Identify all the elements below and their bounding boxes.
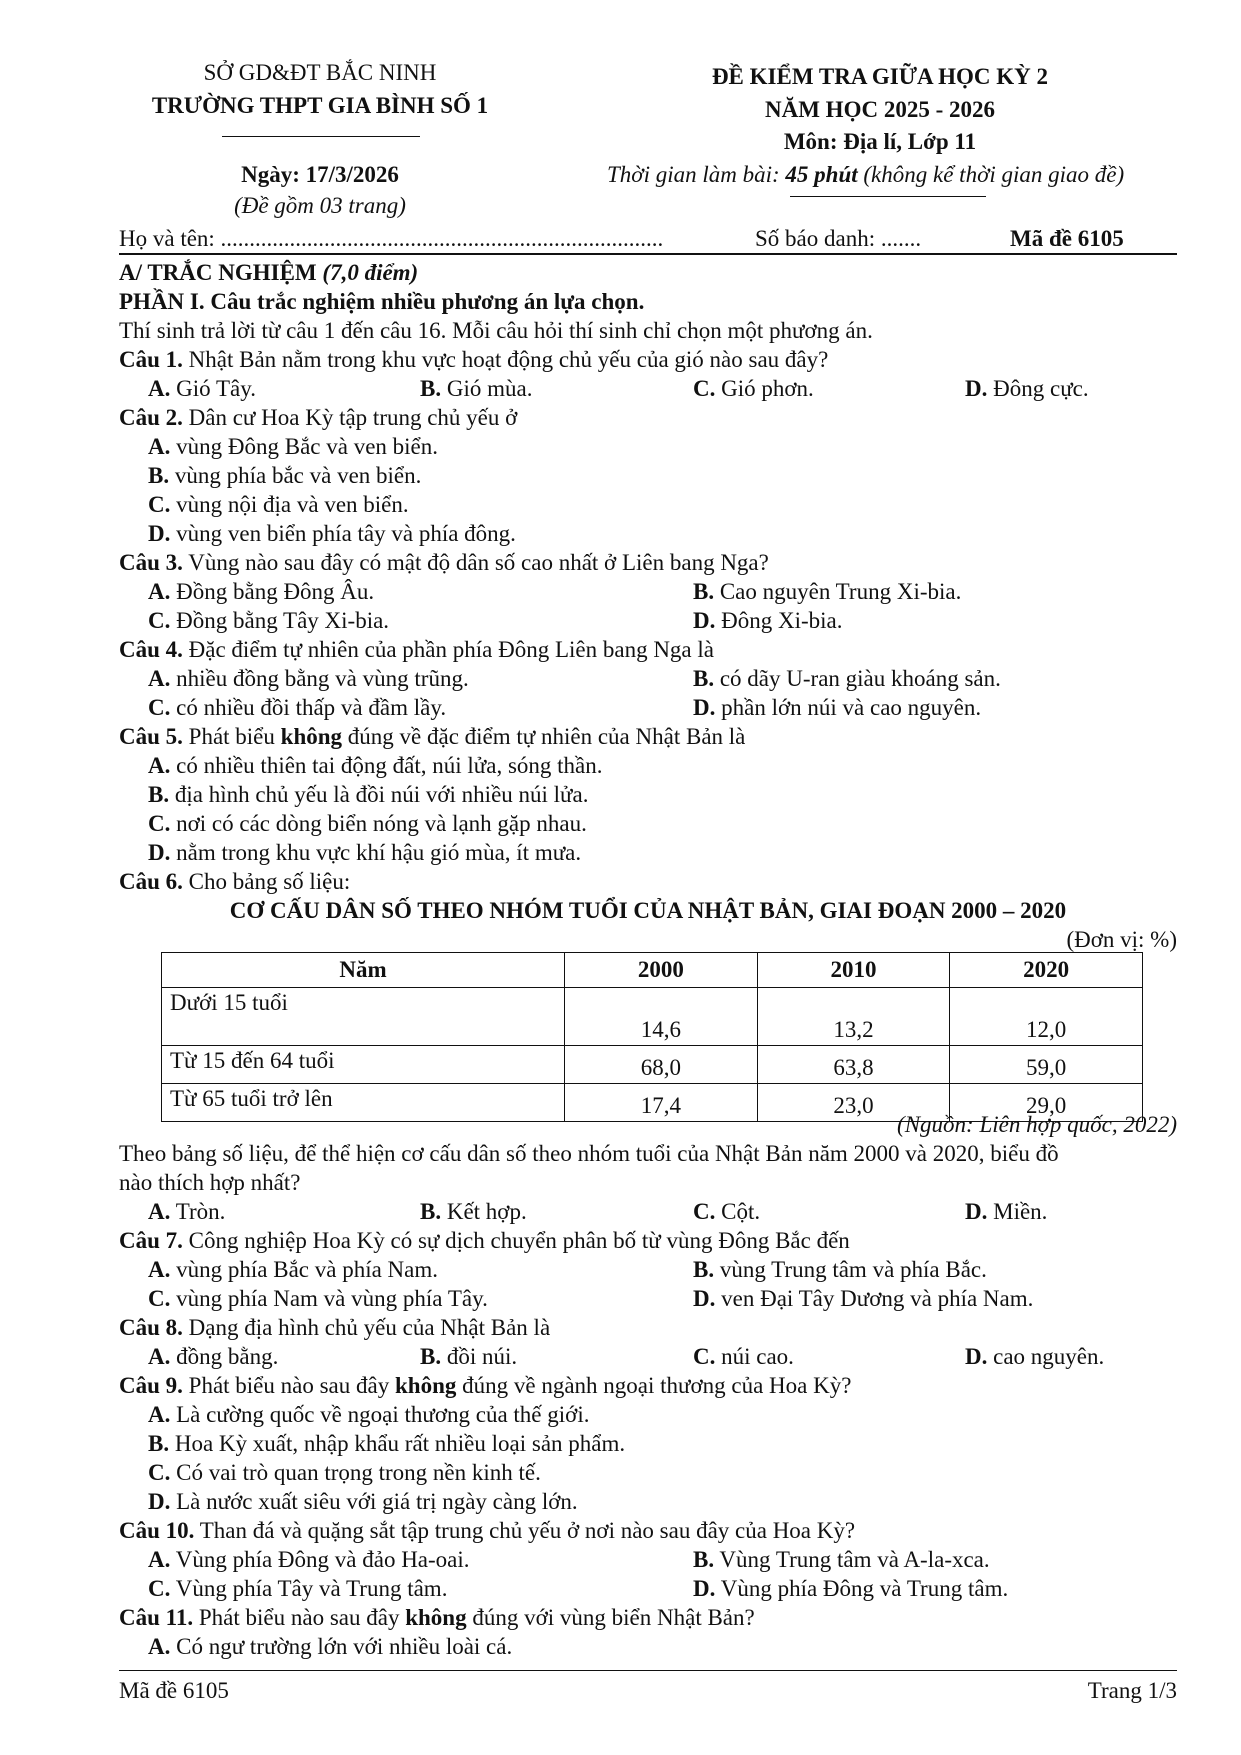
q7-option-b: B. vùng Trung tâm và phía Bắc. <box>693 1257 987 1282</box>
question-1: Câu 1. Nhật Bản nằm trong khu vực hoạt động chủ yếu của gió nào sau đây? <box>119 347 829 372</box>
footer-page-number: Trang 1/3 <box>1087 1678 1177 1703</box>
section-title: A/ TRẮC NGHIỆM (7,0 điểm) <box>119 260 419 285</box>
q7-option-a: A. vùng phía Bắc và phía Nam. <box>148 1257 438 1282</box>
time-prefix: Thời gian làm bài: <box>607 162 786 187</box>
q9-option-b: B. Hoa Kỳ xuất, nhập khẩu rất nhiều loại sản phẩm. <box>148 1431 626 1456</box>
q8-option-b: B. đồi núi. <box>420 1344 518 1369</box>
q8-option-c: C. núi cao. <box>693 1344 794 1369</box>
q2-option-a: A. vùng Đông Bắc và ven biển. <box>148 434 439 459</box>
table-header-2020: 2020 <box>950 953 1143 988</box>
q5-option-d: D. nằm trong khu vực khí hậu gió mùa, ít mưa. <box>148 840 582 865</box>
q10-option-b: B. Vùng Trung tâm và A-la-xca. <box>693 1547 990 1572</box>
table-header-2010: 2010 <box>757 953 950 988</box>
q3-option-b: B. Cao nguyên Trung Xi-bia. <box>693 579 962 604</box>
q6-option-a: A. Tròn. <box>148 1199 226 1224</box>
table-header-year: Năm <box>162 953 565 988</box>
table-source: (Nguồn: Liên hợp quốc, 2022) <box>897 1112 1177 1137</box>
table-cell: 23,0 <box>757 1084 950 1122</box>
table-cell: 68,0 <box>565 1046 758 1084</box>
q1-option-c: C. Gió phơn. <box>693 376 814 401</box>
department-name: SỞ GD&ĐT BẮC NINH <box>203 60 437 85</box>
q5-option-c: C. nơi có các dòng biển nóng và lạnh gặp nhau. <box>148 811 587 836</box>
q9-option-c: C. Có vai trò quan trọng trong nền kinh tế. <box>148 1460 541 1485</box>
q1-option-b: B. Gió mùa. <box>420 376 533 401</box>
question-8: Câu 8. Dạng địa hình chủ yếu của Nhật Bản là <box>119 1315 551 1340</box>
q2-option-c: C. vùng nội địa và ven biển. <box>148 492 409 517</box>
q10-option-c: C. Vùng phía Tây và Trung tâm. <box>148 1576 448 1601</box>
table-cell: 17,4 <box>565 1084 758 1122</box>
question-6-prompt: Theo bảng số liệu, để thể hiện cơ cấu dân số theo nhóm tuổi của Nhật Bản năm 2000 và 2020, biểu đồ <box>119 1141 1059 1166</box>
part-instruction: Thí sinh trả lời từ câu 1 đến câu 16. Mỗi câu hỏi thí sinh chỉ chọn một phương án. <box>119 318 873 343</box>
q6-option-c: C. Cột. <box>693 1199 761 1224</box>
q5-option-b: B. địa hình chủ yếu là đồi núi với nhiều núi lửa. <box>148 782 589 807</box>
q7-option-c: C. vùng phía Nam và vùng phía Tây. <box>148 1286 488 1311</box>
q6-option-d: D. Miền. <box>965 1199 1048 1224</box>
table-row-label: Từ 15 đến 64 tuổi <box>162 1046 565 1084</box>
table-row <box>162 988 1143 1046</box>
table-cell: 29,0 <box>950 1084 1143 1122</box>
school-name: TRƯỜNG THPT GIA BÌNH SỐ 1 <box>151 93 489 118</box>
question-2: Câu 2. Dân cư Hoa Kỳ tập trung chủ yếu ở <box>119 405 518 430</box>
table-unit: (Đơn vị: %) <box>1066 927 1177 952</box>
question-6: Câu 6. Cho bảng số liệu: <box>119 869 351 894</box>
exam-code: Mã đề 6105 <box>1010 226 1124 251</box>
question-9: Câu 9. Phát biểu nào sau đây không đúng về ngành ngoại thương của Hoa Kỳ? <box>119 1373 852 1398</box>
subject-line: Môn: Địa lí, Lớp 11 <box>783 129 977 154</box>
q5-option-a: A. có nhiều thiên tai động đất, núi lửa, sóng thần. <box>148 753 603 778</box>
section-points: (7,0 điểm) <box>322 260 419 285</box>
q3-option-d: D. Đông Xi-bia. <box>693 608 843 633</box>
table-title: CƠ CẤU DÂN SỐ THEO NHÓM TUỔI CỦA NHẬT BẢN, GIAI ĐOẠN 2000 – 2020 <box>229 898 1067 923</box>
q2-option-b: B. vùng phía bắc và ven biển. <box>148 463 422 488</box>
student-id-field: Số báo danh: ....... <box>755 226 922 251</box>
part-title: PHẦN I. Câu trắc nghiệm nhiều phương án lựa chọn. <box>119 289 645 314</box>
q7-option-d: D. ven Đại Tây Dương và phía Nam. <box>693 1286 1034 1311</box>
q8-option-a: A. đồng bằng. <box>148 1344 279 1369</box>
table-row-label: Từ 65 tuổi trở lên <box>162 1084 565 1122</box>
population-table <box>161 952 1143 1122</box>
time-line <box>607 162 1124 188</box>
q9-option-d: D. Là nước xuất siêu với giá trị ngày càng lớn. <box>148 1489 578 1514</box>
header-divider-left <box>222 136 420 137</box>
table-cell: 12,0 <box>950 988 1143 1046</box>
school-year: NĂM HỌC 2025 - 2026 <box>765 97 995 122</box>
table-cell: 59,0 <box>950 1046 1143 1084</box>
page-count: (Đề gồm 03 trang) <box>234 193 406 218</box>
q11-option-a: A. Có ngư trường lớn với nhiều loài cá. <box>148 1634 513 1659</box>
table-cell: 13,2 <box>757 988 950 1046</box>
q3-option-a: A. Đồng bằng Đông Âu. <box>148 579 375 604</box>
header-divider-right <box>790 196 986 197</box>
footer-exam-code: Mã đề 6105 <box>119 1678 229 1703</box>
student-name-field: Họ và tên: ............................................................................. <box>119 226 664 251</box>
q4-option-c: C. có nhiều đồi thấp và đầm lầy. <box>148 695 447 720</box>
q8-option-d: D. cao nguyên. <box>965 1344 1105 1369</box>
exam-date: Ngày: 17/3/2026 <box>241 162 399 187</box>
table-cell: 63,8 <box>757 1046 950 1084</box>
table-header-2000: 2000 <box>565 953 758 988</box>
question-11: Câu 11. Phát biểu nào sau đây không đúng với vùng biển Nhật Bản? <box>119 1605 755 1630</box>
q4-option-d: D. phần lớn núi và cao nguyên. <box>693 695 982 720</box>
footer-divider <box>119 1670 1177 1671</box>
q1-option-d: D. Đông cực. <box>965 376 1089 401</box>
question-3: Câu 3. Vùng nào sau đây có mật độ dân số cao nhất ở Liên bang Nga? <box>119 550 769 575</box>
table-row <box>162 1046 1143 1084</box>
question-5: Câu 5. Phát biểu không đúng về đặc điểm tự nhiên của Nhật Bản là <box>119 724 746 749</box>
question-10: Câu 10. Than đá và quặng sắt tập trung chủ yếu ở nơi nào sau đây của Hoa Kỳ? <box>119 1518 856 1543</box>
q4-option-a: A. nhiều đồng bằng và vùng trũng. <box>148 666 469 691</box>
question-6-prompt-cont: nào thích hợp nhất? <box>119 1170 301 1195</box>
table-row-label: Dưới 15 tuổi <box>162 988 565 1046</box>
q10-option-a: A. Vùng phía Đông và đảo Ha-oai. <box>148 1547 470 1572</box>
q2-option-d: D. vùng ven biển phía tây và phía đông. <box>148 521 516 546</box>
time-value: 45 phút <box>785 162 858 187</box>
q6-option-b: B. Kết hợp. <box>420 1199 527 1224</box>
table-cell: 14,6 <box>565 988 758 1046</box>
q4-option-b: B. có dãy U-ran giàu khoáng sản. <box>693 666 1001 691</box>
time-suffix: (không kể thời gian giao đề) <box>857 162 1125 187</box>
q9-option-a: A. Là cường quốc về ngoại thương của thế giới. <box>148 1402 590 1427</box>
question-7: Câu 7. Công nghiệp Hoa Kỳ có sự dịch chuyển phân bố từ vùng Đông Bắc đến <box>119 1228 850 1253</box>
student-line-divider <box>119 253 1177 255</box>
q3-option-c: C. Đồng bằng Tây Xi-bia. <box>148 608 390 633</box>
table-header-row <box>162 953 1143 988</box>
q10-option-d: D. Vùng phía Đông và Trung tâm. <box>693 1576 1009 1601</box>
q1-option-a: A. Gió Tây. <box>148 376 256 401</box>
exam-title: ĐỀ KIỂM TRA GIỮA HỌC KỲ 2 <box>711 64 1049 89</box>
question-4: Câu 4. Đặc điểm tự nhiên của phần phía Đông Liên bang Nga là <box>119 637 714 662</box>
